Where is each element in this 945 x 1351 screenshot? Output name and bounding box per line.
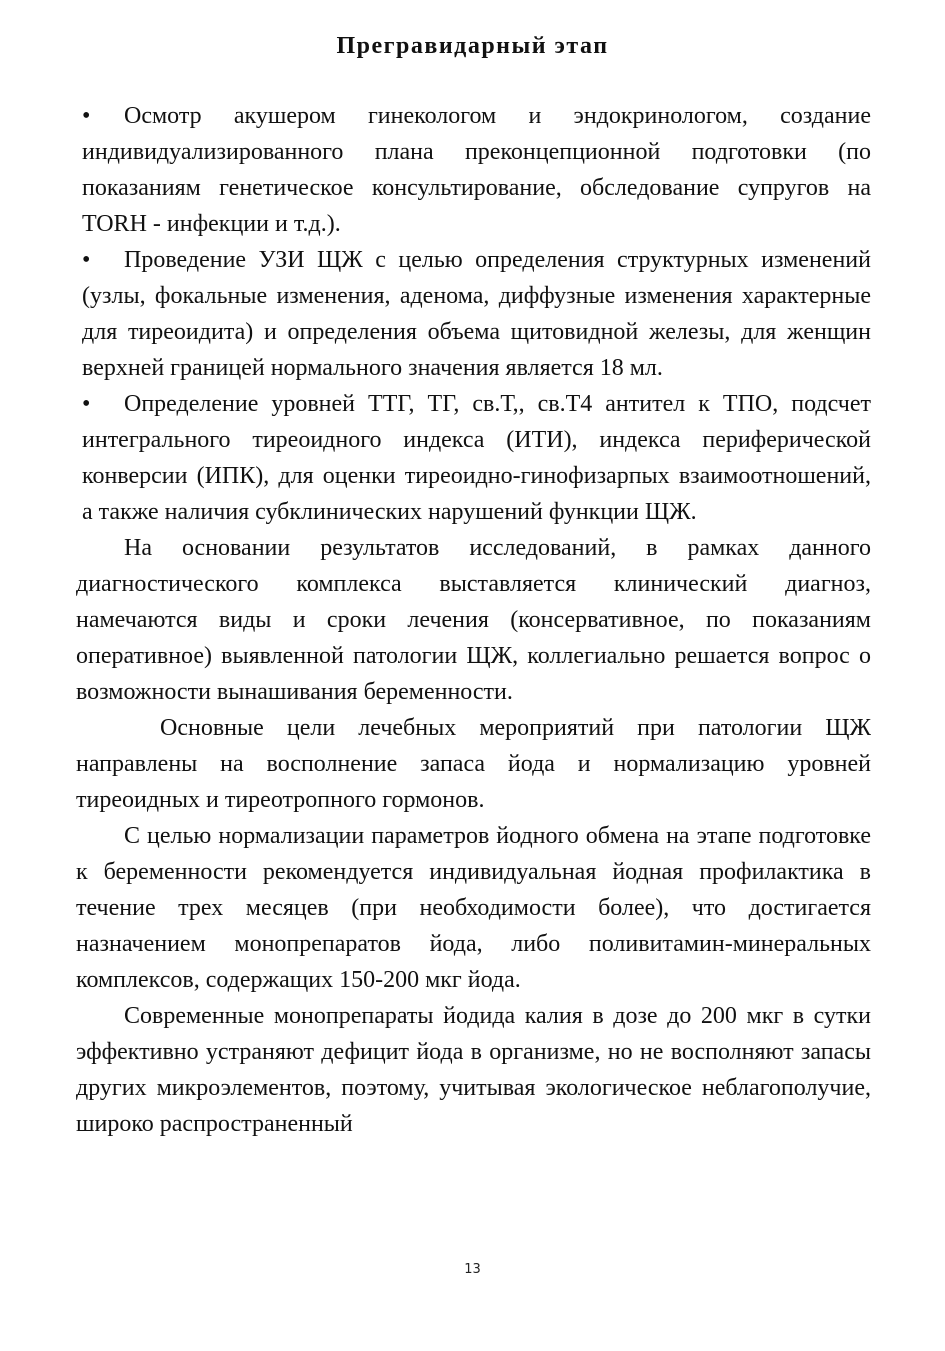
paragraph: С целью нормализации параметров йодного обмена на этапе подготовке к беременности рекомендуется индивидуальная йодная профилактика в течение трех месяцев (при необходимости более), что достигается назначением монопрепаратов йода, либо поливитамин-минеральных комплексов, содержащих 150-200 мкг йода. [76, 823, 871, 993]
paragraph: Современные монопрепараты йодида калия в дозе до 200 мкг в сутки эффективно устраняют дефицит йода в организме, но не восполняют запасы других микроэлементов, поэтому, учитывая экологическое неблагополучие, широко распространенный [76, 1003, 871, 1137]
paragraph: Основные цели лечебных мероприятий при патологии ЩЖ направлены на восполнение запаса йода и нормализацию уровней тиреоидных и тиреотропного гормонов. [76, 715, 871, 813]
section-title: Прегравидарный этап [336, 33, 609, 59]
bullet-item [76, 386, 871, 530]
bullet-item [76, 242, 871, 386]
bullet-text: Осмотр акушером гинекологом и эндокринологом, создание индивидуализированного плана преконцепционной подготовки (по показаниям генетическое консультирование, обследование супругов на TORH - инфекции и т.д.). [82, 103, 871, 237]
bullet-marker: • [82, 247, 91, 273]
paragraph: На основании результатов исследований, в рамках данного диагностического комплекса выставляется клинический диагноз, намечаются виды и сроки лечения (консервативное, по показаниям оперативное) выявленной патологии ЩЖ, коллегиально решается вопрос о возможности вынашивания беременности. [76, 535, 871, 705]
bullet-text: Проведение УЗИ ЩЖ с целью определения структурных изменений (узлы, фокальные изменения, аденома, диффузные изменения характерные для тиреоидита) и определения объема щитовидной железы, для женщин верхней границей нормального значения является 18 мл. [82, 247, 871, 381]
bullet-marker: • [82, 103, 91, 129]
bullet-text: Определение уровней ТТГ, ТГ, св.Т,, св.Т4 антител к ТПО, подсчет интегрального тиреоидного индекса (ИТИ), индекса периферической конверсии (ИПК), для оценки тиреоидно-гинофизарпых взаимоотношений, а также наличия субклинических нарушений функции ЩЖ. [82, 391, 871, 525]
page-number: 13 [464, 1262, 481, 1277]
bullet-item [76, 98, 871, 242]
bullet-marker: • [82, 391, 91, 417]
body-text [76, 98, 871, 1142]
